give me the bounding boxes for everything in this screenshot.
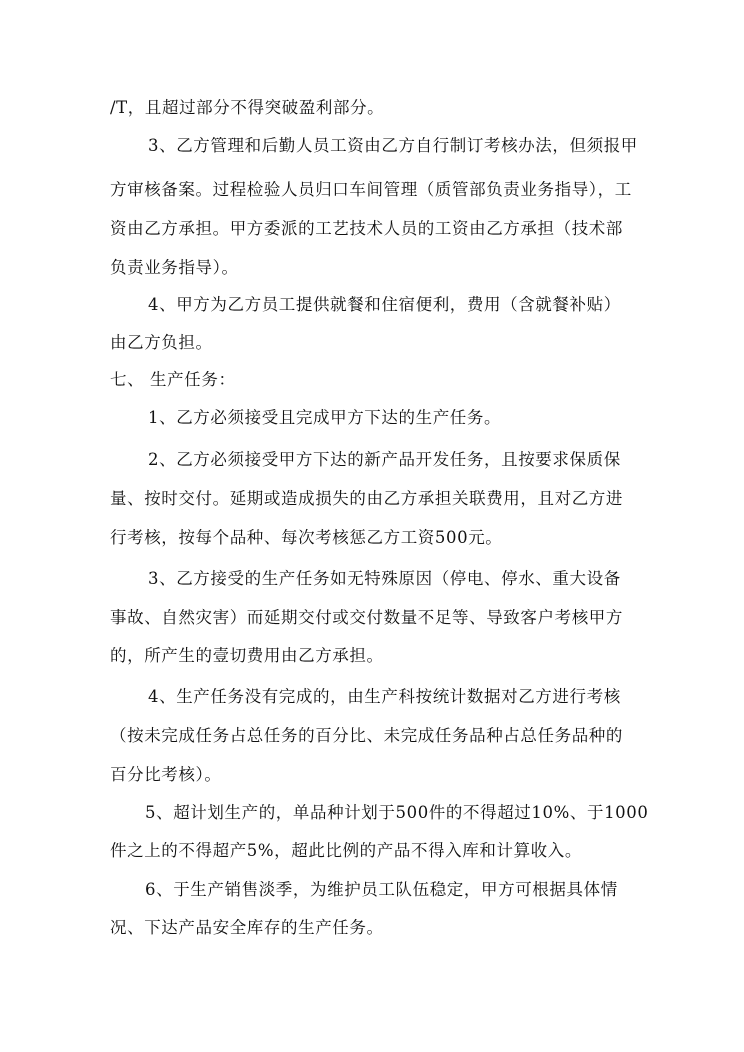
text-line: 2、乙方必须接受甲方下达的新产品开发任务，且按要求保质保 [148, 450, 621, 469]
text-line: 件之上的不得超产5%，超此比例的产品不得入库和计算收入。 [110, 841, 582, 860]
text-line: 事故、自然灾害）而延期交付或交付数量不足等、导致客户考核甲方 [110, 608, 623, 627]
text-line: 3、乙方管理和后勤人员工资由乙方自行制订考核办法，但须报甲 [148, 136, 638, 155]
text-line: 负责业务指导）。 [110, 258, 239, 277]
text-line: （按未完成任务占总任务的百分比、未完成任务品种占总任务品种的 [110, 726, 623, 745]
text-line: 6、于生产销售淡季，为维护员工队伍稳定，甲方可根据具体情 [145, 880, 618, 899]
text-line: 资由乙方承担。甲方委派的工艺技术人员的工资由乙方承担（技术部 [110, 219, 623, 238]
text-line: 4、生产任务没有完成的，由生产科按统计数据对乙方进行考核 [148, 687, 621, 706]
text-line: 量、按时交付。延期或造成损失的由乙方承担关联费用，且对乙方进 [110, 489, 623, 508]
text-line: 3、乙方接受的生产任务如无特殊原因（停电、停水、重大设备 [148, 569, 621, 588]
text-line: 的，所产生的壹切费用由乙方承担。 [110, 646, 384, 665]
text-line: 况、下达产品安全库存的生产任务。 [110, 918, 384, 937]
text-line: 百分比考核）。 [110, 765, 222, 784]
text-line: 由乙方负担。 [110, 333, 213, 352]
text-line: 行考核，按每个品种、每次考核惩乙方工资500元。 [110, 528, 503, 547]
text-line: 5、超计划生产的，单品种计划于500件的不得超过10%、于1000 [145, 803, 649, 822]
text-line: 4、甲方为乙方员工提供就餐和住宿便利，费用（含就餐补贴） [148, 295, 621, 314]
text-line: 方审核备案。过程检验人员归口车间管理（质管部负责业务指导），工 [110, 180, 632, 199]
section-heading: 七、 生产任务： [110, 370, 236, 389]
text-line: /T，且超过部分不得突破盈利部分。 [110, 98, 385, 117]
text-line: 1、乙方必须接受且完成甲方下达的生产任务。 [148, 408, 502, 427]
